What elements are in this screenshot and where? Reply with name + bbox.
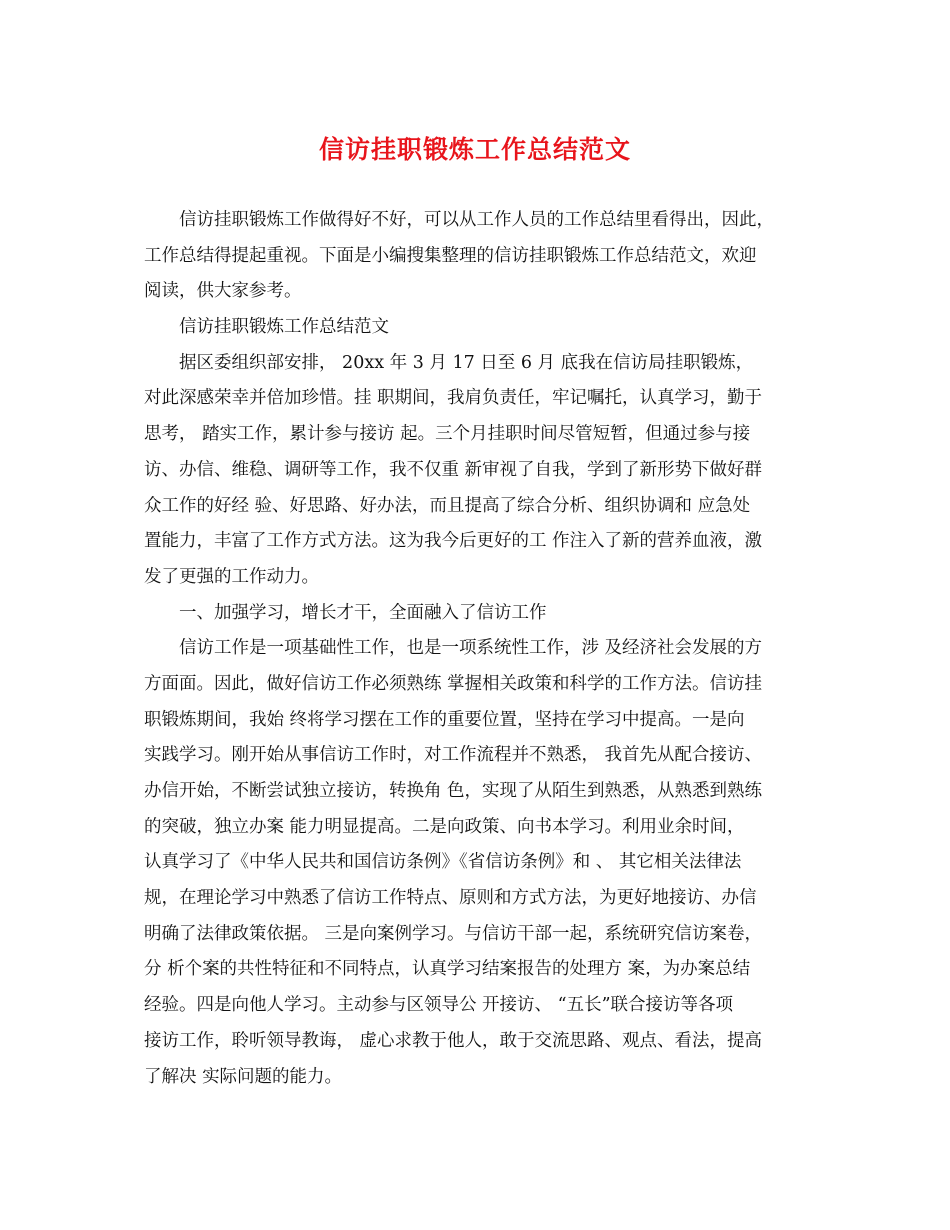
body-line: 职锻炼期间，我始 终将学习摆在工作的重要位置，坚持在学习中提高。一是向 [144, 709, 745, 730]
body-line: 工作总结得提起重视。下面是小编搜集整理的信访挂职锻炼工作总结范文，欢迎 [144, 245, 757, 266]
body-line: 认真学习了《中华人民共和国信访条例》《省信访条例》和 、 其它相关法律法 [144, 852, 742, 873]
body-line: 分 析个案的共性特征和不同特点，认真学习结案报告的处理方 案，为办案总结 [144, 959, 751, 980]
body-line: 置能力，丰富了工作方式方法。这为我今后更好的工 作注入了新的营养血液，激 [144, 531, 763, 552]
body-line: 阅读，供大家参考。 [144, 281, 302, 302]
body-line: 实践学习。刚开始从事信访工作时，对工作流程并不熟悉， 我首先从配合接访、 [144, 745, 763, 766]
body-line: 经验。四是向他人学习。主动参与区领导公 开接访、 “五长”联合接访等各项 [144, 995, 734, 1016]
body-line: 信访工作是一项基础性工作，也是一项系统性工作，涉 及经济社会发展的方 [179, 638, 763, 659]
body-line: 众工作的好经 验、好思路、好办法，而且提高了综合分析、组织协调和 应急处 [144, 495, 751, 516]
body-line: 方面面。因此，做好信访工作必须熟练 掌握相关政策和科学的工作方法。信访挂 [144, 673, 763, 694]
document-body [144, 203, 804, 1095]
body-line: 访、办信、维稳、调研等工作，我不仅重 新审视了自我，学到了新形势下做好群 [144, 459, 763, 480]
body-line: 的突破，独立办案 能力明显提高。二是向政策、向书本学习。利用业余时间， [144, 816, 745, 837]
body-line: 规，在理论学习中熟悉了信访工作特点、原则和方式方法，为更好地接访、办信 [144, 888, 757, 909]
body-line: 据区委组织部安排， 20xx 年 3 月 17 日至 6 月 底我在信访局挂职锻炼， [179, 352, 754, 373]
body-line: 信访挂职锻炼工作做得好不好，可以从工作人员的工作总结里看得出，因此， [179, 210, 774, 230]
body-line: 明确了法律政策依据。 三是向案例学习。与信访干部一起，系统研究信访案卷， [144, 923, 763, 944]
body-line: 思考， 踏实工作，累计参与接访 起。三个月挂职时间尽管短暂，但通过参与接 [144, 424, 751, 445]
body-line: 办信开始，不断尝试独立接访，转换角 色，实现了从陌生到熟悉，从熟悉到熟练 [144, 781, 763, 801]
body-line: 信访挂职锻炼工作总结范文 [179, 317, 389, 338]
body-line: 对此深感荣幸并倍加珍惜。挂 职期间，我肩负责任，牢记嘱托，认真学习，勤于 [144, 388, 763, 409]
body-line: 一、加强学习，增长才干，全面融入了信访工作 [179, 602, 547, 623]
body-line: 接访工作，聆听领导教诲， 虚心求教于他人，敢于交流思路、观点、看法，提高 [144, 1030, 763, 1051]
body-line: 了解决 实际问题的能力。 [144, 1066, 343, 1087]
document-title: 信访挂职锻炼工作总结范文 [318, 135, 631, 164]
body-line: 发了更强的工作动力。 [144, 566, 319, 587]
